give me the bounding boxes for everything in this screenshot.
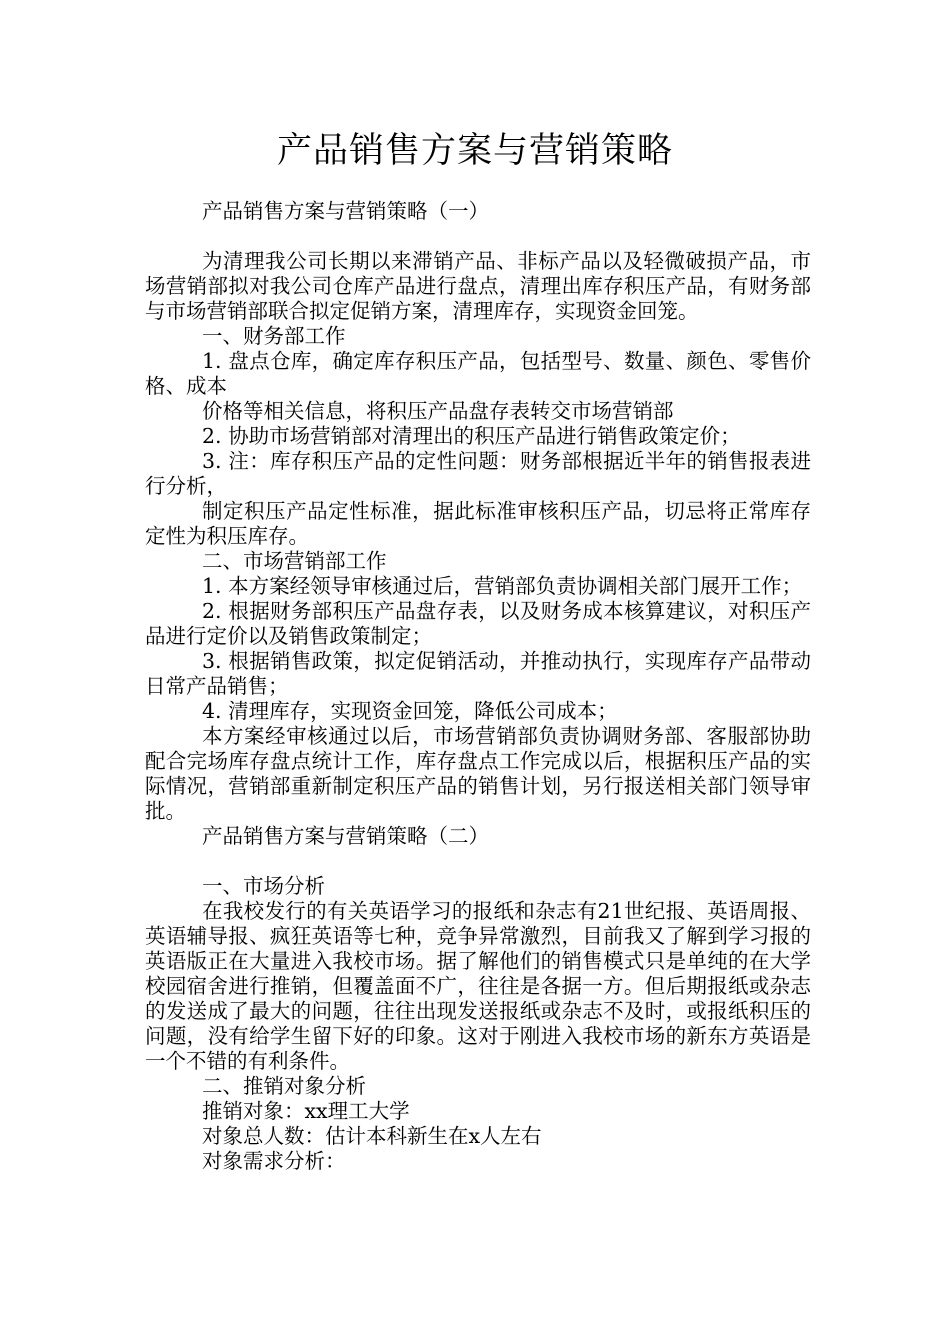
heading-market-analysis: 一、市场分析 bbox=[202, 874, 325, 898]
heading-target-analysis: 二、推销对象分析 bbox=[202, 1074, 366, 1098]
target-count: 对象总人数：估计本科新生在x人左右 bbox=[202, 1124, 542, 1148]
document-body bbox=[145, 199, 811, 1174]
heading-finance-work: 一、财务部工作 bbox=[202, 324, 346, 348]
heading-marketing-work: 二、市场营销部工作 bbox=[202, 549, 387, 573]
marketing-item-3: 3. 根据销售政策，拟定促销活动，并推动执行，实现库存产品带动日常产品销售； bbox=[145, 649, 811, 698]
target-object: 推销对象：xx理工大学 bbox=[202, 1099, 410, 1123]
target-needs: 对象需求分析： bbox=[202, 1149, 346, 1173]
document-title: 产品销售方案与营销策略 bbox=[276, 131, 673, 171]
finance-item-1-continued: 价格等相关信息，将积压产品盘存表转交市场营销部 bbox=[202, 399, 674, 423]
finance-item-3: 3. 注：库存积压产品的定性问题：财务部根据近半年的销售报表进行分析， bbox=[145, 449, 811, 498]
finance-item-2: 2. 协助市场营销部对清理出的积压产品进行销售政策定价； bbox=[202, 424, 741, 448]
section-heading-1: 产品销售方案与营销策略（一） bbox=[202, 199, 489, 223]
finance-item-3-continued: 制定积压产品定性标准，据此标准审核积压产品，切忌将正常库存定性为积压库存。 bbox=[145, 499, 811, 548]
marketing-item-2: 2. 根据财务部积压产品盘存表，以及财务成本核算建议，对积压产品进行定价以及销售政策制定； bbox=[145, 599, 811, 648]
paragraph-market-analysis: 在我校发行的有关英语学习的报纸和杂志有21世纪报、英语周报、英语辅导报、疯狂英语等七种，竞争异常激烈，目前我又了解到学习报的英语版正在大量进入我校市场。据了解他们的销售模式只是单纯的在大学校园宿舍进行推销，但覆盖面不广，往往是各据一方。但后期报纸或杂志的发送成了最大的问题，往往出现发送报纸或杂志不及时，或报纸积压的问题，没有给学生留下好的印象。这对于刚进入我校市场的新东方英语是一个不错的有利条件。 bbox=[145, 899, 811, 1073]
section-heading-2: 产品销售方案与营销策略（二） bbox=[202, 824, 489, 848]
finance-item-1: 1. 盘点仓库，确定库存积压产品，包括型号、数量、颜色、零售价格、成本 bbox=[145, 349, 811, 398]
marketing-item-4: 4. 清理库存，实现资金回笼，降低公司成本； bbox=[202, 699, 618, 723]
paragraph-intro: 为清理我公司长期以来滞销产品、非标产品以及轻微破损产品，市场营销部拟对我公司仓库产品进行盘点，清理出库存积压产品，有财务部与市场营销部联合拟定促销方案，清理库存，实现资金回笼。 bbox=[145, 249, 811, 323]
paragraph-approval: 本方案经审核通过以后，市场营销部负责协调财务部、客服部协助配合完场库存盘点统计工作，库存盘点工作完成以后，根据积压产品的实际情况，营销部重新制定积压产品的销售计划，另行报送相关部门领导审批。 bbox=[145, 724, 811, 823]
marketing-item-1: 1. 本方案经领导审核通过后，营销部负责协调相关部门展开工作； bbox=[202, 574, 803, 598]
